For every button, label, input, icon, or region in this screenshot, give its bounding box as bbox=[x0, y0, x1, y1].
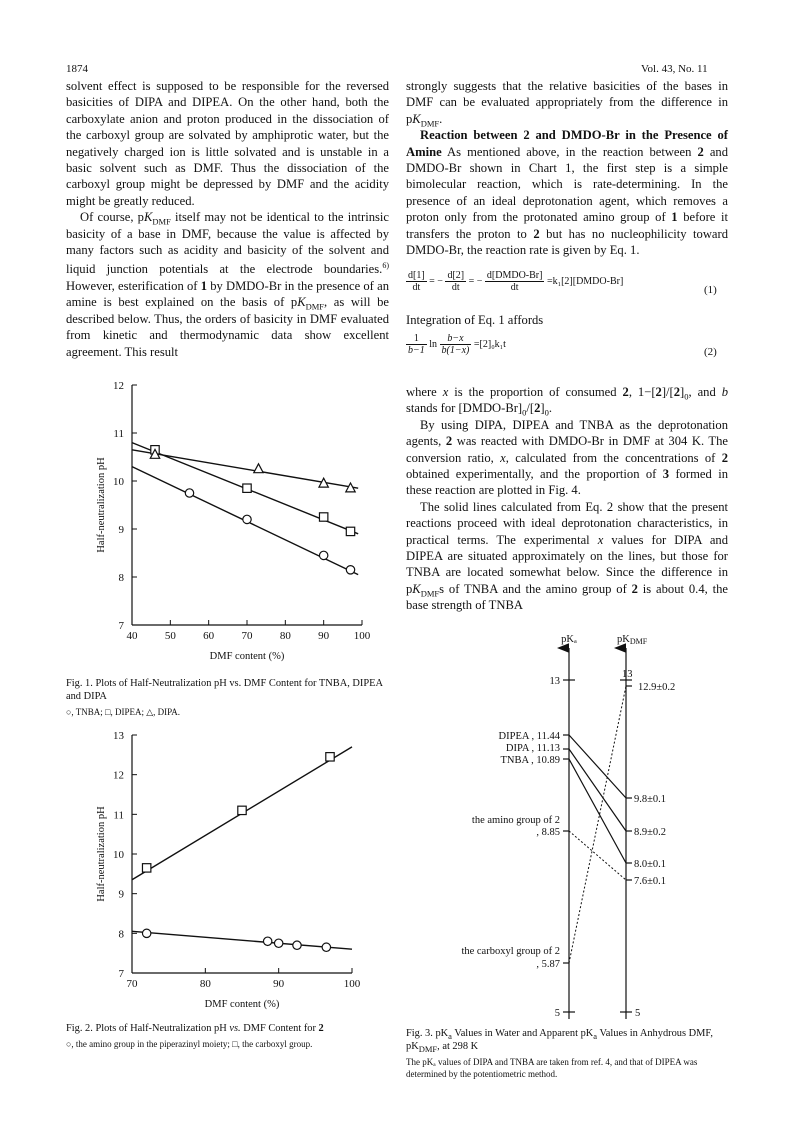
section-heading: Reaction between 2 and DMDO-Br in the Presence of Amine bbox=[406, 128, 728, 159]
x-tick-label: 50 bbox=[164, 630, 176, 642]
label-carboxyl-group: the carboxyl group of 2 bbox=[461, 946, 560, 957]
left-tick-13: 13 bbox=[549, 676, 560, 687]
data-point-circle bbox=[346, 566, 354, 574]
y-tick-label: 7 bbox=[118, 620, 124, 632]
right-value-3: 8.9±0.2 bbox=[634, 827, 667, 838]
data-point-circle bbox=[322, 943, 330, 951]
data-point-circle bbox=[185, 489, 193, 497]
volume-label: Vol. 43, No. 11 bbox=[641, 63, 708, 75]
data-point-square bbox=[326, 753, 334, 761]
right-value-2: 9.8±0.1 bbox=[634, 794, 667, 805]
right-tick-13: 13 bbox=[622, 669, 633, 680]
data-point-square bbox=[243, 484, 251, 492]
x-tick-label: 100 bbox=[353, 630, 371, 642]
figure-2-legend: ○, the amino group in the piperazinyl moiety; □, the carboxyl group. bbox=[66, 1039, 313, 1049]
data-point-circle bbox=[243, 515, 251, 523]
left-axis-title: pKₐ bbox=[561, 634, 577, 645]
x-tick-label: 70 bbox=[126, 978, 138, 990]
figure-3-caption: Fig. 3. $pK_a$ Values in Water and Apparent $pK_a$ Values in Anhydrous DMF, $pK_{DMF}$, at 298 K bbox=[406, 1028, 713, 1055]
label-dipa: DIPA , 11.13 bbox=[505, 743, 560, 754]
left-text-column bbox=[66, 78, 389, 360]
data-point-square bbox=[319, 513, 327, 521]
label-dipea: DIPEA , 11.44 bbox=[498, 731, 560, 742]
figure-1-caption: Fig. 1. Plots of Half-Neutralization pH vs. DMF Content for TNBA, DIPEA and DIPA bbox=[66, 678, 383, 702]
left-paragraph-1: solvent effect is supposed to be responsible for the reversed basicities of DIPA and DIPEA. On the other hand, both the carboxylate anion and proton produced in the dissociation of the carboxyl group are solvated by amphiprotic water, but the negatively charged ion is little solvated and is unstable in a basic solvent such as DMF. Thus the dissociation of the carboxyl group might be depressed by DMF and the acidity might be greatly reduced. bbox=[66, 79, 389, 208]
y-tick-label: 7 bbox=[118, 968, 124, 980]
right-paragraph-3: where x is the proportion of consumed 2, $1-[2]/[2]_0$, and b stands for $[DMDO-Br]_0/[2]_0$. bbox=[406, 385, 728, 418]
equation-2-number: (2) bbox=[704, 346, 717, 358]
x-axis-label: DMF content (%) bbox=[209, 651, 285, 662]
right-axis-title: pKDMF bbox=[617, 634, 648, 646]
x-tick-label: 90 bbox=[318, 630, 330, 642]
x-tick-label: 60 bbox=[203, 630, 215, 642]
right-text-column-top bbox=[406, 78, 728, 258]
figure-3-diagram bbox=[406, 632, 736, 1027]
label-amino-value: , 8.85 bbox=[536, 827, 560, 838]
y-tick-label: 8 bbox=[118, 572, 124, 584]
label-amino-group: the amino group of 2 bbox=[471, 815, 560, 826]
left-tick-5: 5 bbox=[554, 1008, 560, 1019]
figure-2-chart bbox=[80, 730, 380, 1030]
equation-1: $\frac{d[1]}{dt}$ = − $\frac{d[2]}{dt}$ = − $\frac{\text{d[DMDO-Br]}}{dt}$ =k₁[2][DMDO-Br] bbox=[408, 270, 624, 293]
y-tick-label: 12 bbox=[113, 769, 124, 782]
data-point-circle bbox=[319, 551, 327, 559]
x-tick-label: 70 bbox=[241, 630, 253, 642]
left-paragraph-2: Of course, $pK_{DMF}$ itself may not be identical to the intrinsic basicity of a base in DMF, because the value is affected by many factors such as acidity and basicity of the solvent and liquid junction potentials at the electrode boundaries.$^{6)}$ However, esterification of 1 by DMDO-Br in the presence of an amine is best explained on the basis of $pK_{DMF}$, as will be described below. Thus, the orders of basicity in DMF evaluated from kinetic and thermodynamic data show excellent agreement. This result bbox=[66, 210, 389, 359]
y-axis-label: Half-neutralization pH bbox=[96, 806, 107, 902]
y-tick-label: 11 bbox=[113, 809, 124, 822]
y-tick-label: 12 bbox=[113, 380, 124, 392]
data-point-triangle bbox=[254, 464, 263, 473]
y-tick-label: 9 bbox=[118, 888, 124, 901]
y-tick-label: 10 bbox=[113, 849, 124, 861]
right-paragraph-2: Reaction between 2 and DMDO-Br in the Presence of Amine As mentioned above, in the reaction between 2 and DMDO-Br shown in Chart 1, the first step is a simple bimolecular reaction, which is rate-determining. In the presence of an ideal deprotonation agent, which removes a proton only from the protonated amino group of 1 before it transfers the proton to 2 but has no nucleophilicity toward DMDO-Br, the reaction rate is given by Eq. 1. bbox=[406, 128, 728, 258]
right-value-4: 8.0±0.1 bbox=[634, 859, 667, 870]
data-point-circle bbox=[274, 939, 282, 947]
y-tick-label: 10 bbox=[113, 476, 124, 488]
y-axis-label: Half-neutralization pH bbox=[96, 457, 107, 553]
data-point-square bbox=[346, 527, 354, 535]
data-point-square bbox=[238, 806, 246, 814]
right-paragraph-4: By using DIPA, DIPEA and TNBA as the deprotonation agents, 2 was reacted with DMDO-Br in DMF at 304 K. The conversion ratio, x, calculated from the concentrations of 2 obtained experimentally, and the proportion of 3 formed in these reaction are plotted in Fig. 4. bbox=[406, 417, 729, 498]
figure-1-legend: ○, TNBA; □, DIPEA; △, DIPA. bbox=[66, 707, 181, 717]
data-point-circle bbox=[142, 929, 150, 937]
page-number: 1874 bbox=[66, 63, 88, 75]
label-tnba: TNBA , 10.89 bbox=[500, 755, 560, 766]
fit-line-circle bbox=[132, 931, 352, 949]
y-tick-label: 13 bbox=[113, 730, 124, 742]
figure-3-note: The pKₐ values of DIPA and TNBA are taken from ref. 4, and that of DIPEA was determined by the potentiometric method. bbox=[406, 1057, 698, 1079]
equation-1-number: (1) bbox=[704, 284, 717, 296]
right-value-5: 7.6±0.1 bbox=[634, 876, 667, 887]
right-value-1: 12.9±0.2 bbox=[638, 682, 676, 693]
figure-2-caption: Fig. 2. Plots of Half-Neutralization pH vs. DMF Content for 2 bbox=[66, 1023, 324, 1034]
integration-text: Integration of Eq. 1 affords bbox=[406, 313, 544, 327]
y-tick-label: 11 bbox=[113, 428, 124, 440]
x-tick-label: 80 bbox=[279, 630, 291, 642]
x-tick-label: 100 bbox=[343, 978, 361, 990]
right-text-column-bottom bbox=[406, 384, 728, 614]
data-point-circle bbox=[263, 937, 271, 945]
y-tick-label: 8 bbox=[118, 928, 124, 941]
equation-2: $\frac{1}{b-1}$ ln $\frac{b-x}{b(1-x)}$ =[2]₀k₁t bbox=[408, 333, 506, 356]
x-tick-label: 90 bbox=[273, 978, 285, 990]
label-carboxyl-value: , 5.87 bbox=[536, 959, 560, 970]
figure-1-chart bbox=[80, 380, 380, 680]
right-paragraph-1: strongly suggests that the relative basicities of the bases in DMF can be evaluated appropriately from the difference in $pK_{DMF}$. bbox=[406, 79, 728, 129]
right-paragraph-5: The solid lines calculated from Eq. 2 show that the present reactions proceed with ideal deprotonation characteristics, in practical terms. The experimental x values for DIPA and DIPEA are situated approximately on the lines, but those for TNBA are located somewhat below. Since the difference in $pK_{DMF}s$ of TNBA and the amino group of 2 is about 0.4, the base strength of TNBA bbox=[406, 499, 729, 613]
x-tick-label: 40 bbox=[126, 630, 138, 642]
x-axis-label: DMF content (%) bbox=[204, 999, 280, 1010]
x-tick-label: 80 bbox=[199, 978, 211, 990]
data-point-circle bbox=[293, 941, 301, 949]
y-tick-label: 9 bbox=[118, 524, 124, 536]
data-point-square bbox=[142, 864, 150, 872]
right-tick-5: 5 bbox=[635, 1008, 641, 1019]
